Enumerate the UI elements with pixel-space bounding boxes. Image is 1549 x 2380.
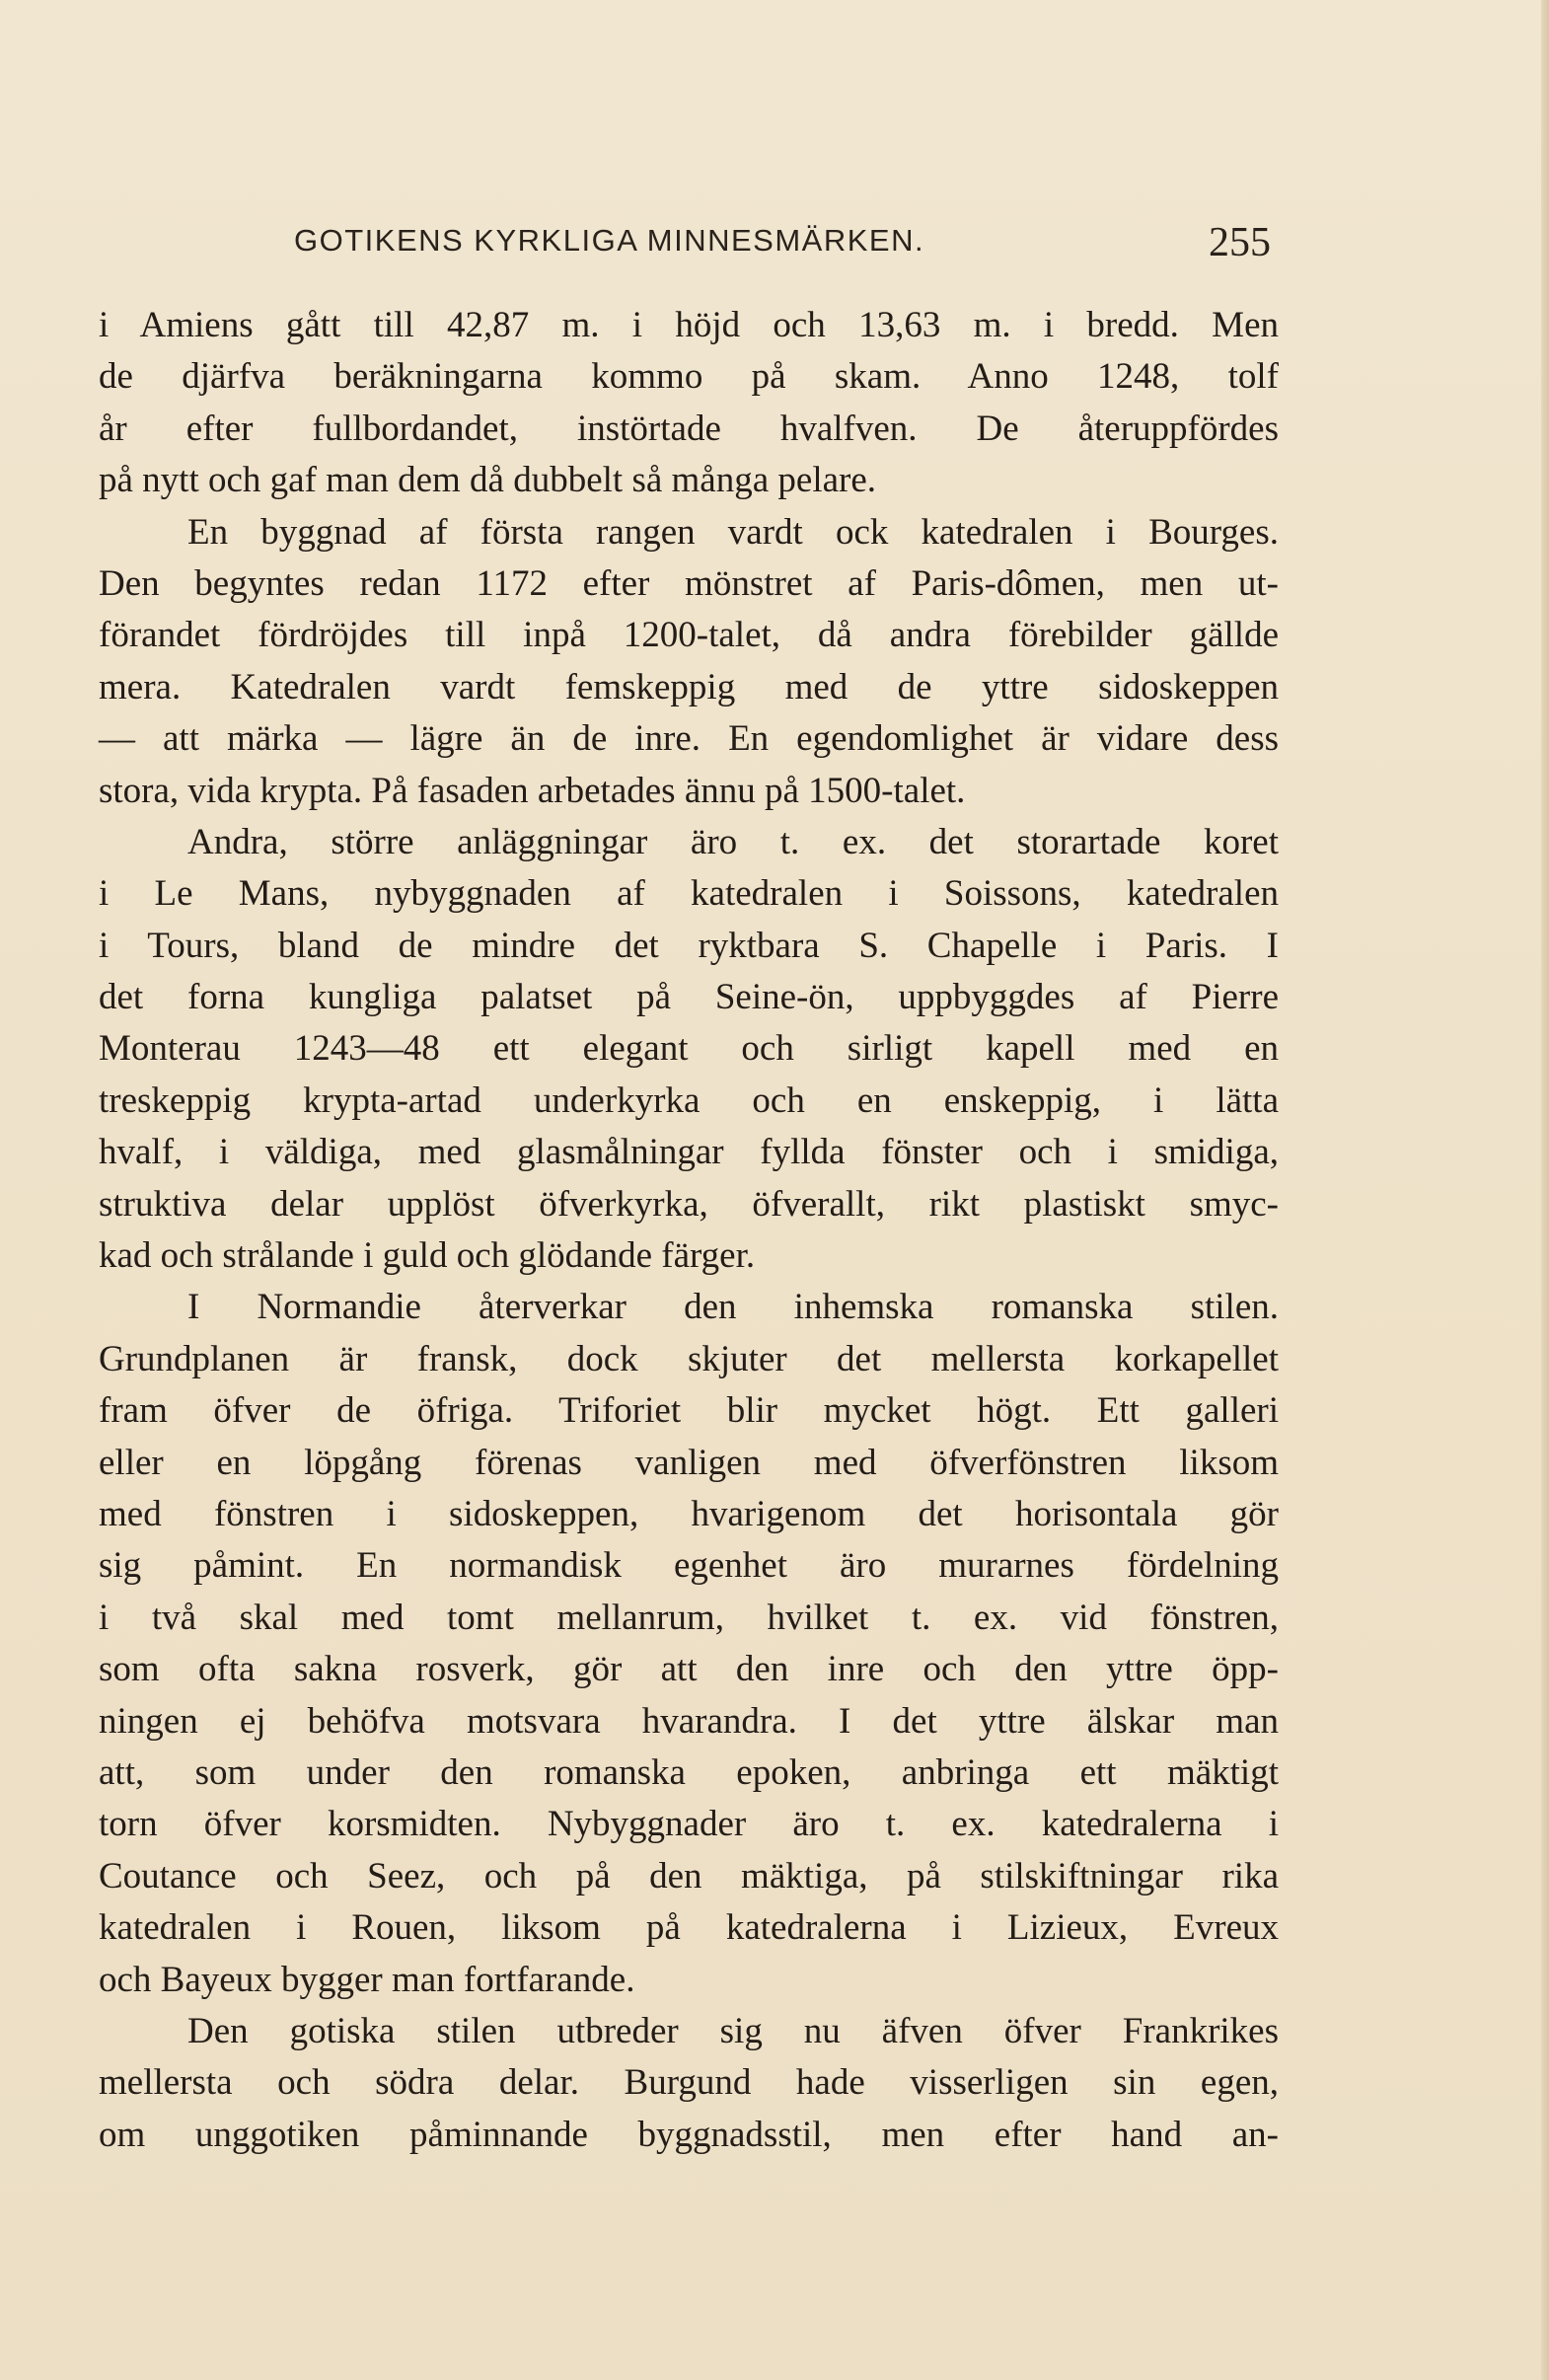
text-line: Den begyntes redan 1172 efter mönstret af Paris-dômen, men ut-	[99, 562, 1279, 604]
text-line: Andra, större anläggningar äro t. ex. det storartade koret	[187, 821, 1279, 862]
text-line: det forna kungliga palatset på Seine-ön, uppbyggdes af Pierre	[99, 977, 1279, 1018]
text-line: förandet fördröjdes till inpå 1200-talet, då andra förebilder gällde	[99, 615, 1279, 656]
text-line: treskeppig krypta-artad underkyrka och en enskeppig, i lätta	[99, 1079, 1279, 1121]
running-head: GOTIKENS KYRKLIGA MINNESMÄRKEN.	[294, 223, 925, 258]
text-line: Coutance och Seez, och på den mäktiga, på stilskiftningar rika	[99, 1855, 1279, 1897]
text-line: kad och strålande i guld och glödande färger.	[99, 1235, 756, 1277]
text-line: Grundplanen är fransk, dock skjuter det mellersta korkapellet	[99, 1338, 1279, 1379]
text-line: om unggotiken påminnande byggnadsstil, men efter hand an-	[99, 2114, 1279, 2155]
text-line: stora, vida krypta. På fasaden arbetades ännu på 1500-talet.	[99, 770, 966, 811]
text-line: år efter fullbordandet, instörtade hvalfven. De återuppfördes	[99, 408, 1279, 449]
text-line: de djärfva beräkningarna kommo på skam. Anno 1248, tolf	[99, 356, 1279, 398]
text-line: I Normandie återverkar den inhemska romanska stilen.	[187, 1287, 1279, 1328]
text-line: som ofta sakna rosverk, gör att den inre och den yttre öpp-	[99, 1649, 1279, 1690]
text-line: och Bayeux bygger man fortfarande.	[99, 1959, 635, 2000]
text-line: katedralen i Rouen, liksom på katedralerna i Lizieux, Evreux	[99, 1907, 1279, 1949]
text-line: torn öfver korsmidten. Nybyggnader äro t. ex. katedralerna i	[99, 1804, 1279, 1845]
text-line: att, som under den romanska epoken, anbringa ett mäktigt	[99, 1751, 1279, 1793]
text-line: hvalf, i väldiga, med glasmålningar fyllda fönster och i smidiga,	[99, 1132, 1279, 1173]
text-line: Monterau 1243—48 ett elegant och sirligt kapell med en	[99, 1028, 1279, 1070]
text-line: med fönstren i sidoskeppen, hvarigenom det horisontala gör	[99, 1493, 1279, 1534]
text-line: mera. Katedralen vardt femskeppig med de yttre sidoskeppen	[99, 666, 1279, 707]
text-line: struktiva delar upplöst öfverkyrka, öfverallt, rikt plastiskt smyc-	[99, 1183, 1279, 1225]
page-header	[294, 219, 1271, 278]
text-line: i Amiens gått till 42,87 m. i höjd och 13,63 m. i bredd. Men	[99, 305, 1279, 345]
text-line: mellersta och södra delar. Burgund hade visserligen sin egen,	[99, 2062, 1279, 2104]
text-line: Den gotiska stilen utbreder sig nu äfven öfver Frankrikes	[187, 2010, 1279, 2051]
text-line: på nytt och gaf man dem då dubbelt så många pelare.	[99, 460, 877, 501]
page-edge	[1541, 0, 1549, 2380]
text-line: i Le Mans, nybyggnaden af katedralen i Soissons, katedralen	[99, 873, 1279, 915]
text-line: En byggnad af första rangen vardt ock katedralen i Bourges.	[187, 511, 1279, 553]
text-line: fram öfver de öfriga. Triforiet blir mycket högt. Ett galleri	[99, 1390, 1279, 1432]
body-text	[99, 300, 1279, 2161]
text-line: ningen ej behöfva motsvara hvarandra. I det yttre älskar man	[99, 1700, 1279, 1742]
text-line: — att märka — lägre än de inre. En egendomlighet är vidare dess	[99, 718, 1279, 760]
text-line: sig påmint. En normandisk egenhet äro murarnes fördelning	[99, 1545, 1279, 1587]
page-number: 255	[1209, 220, 1271, 265]
text-line: i Tours, bland de mindre det ryktbara S. Chapelle i Paris. I	[99, 925, 1279, 966]
text-line: eller en löpgång förenas vanligen med öfverfönstren liksom	[99, 1442, 1279, 1483]
text-line: i två skal med tomt mellanrum, hvilket t. ex. vid fönstren,	[99, 1597, 1279, 1638]
